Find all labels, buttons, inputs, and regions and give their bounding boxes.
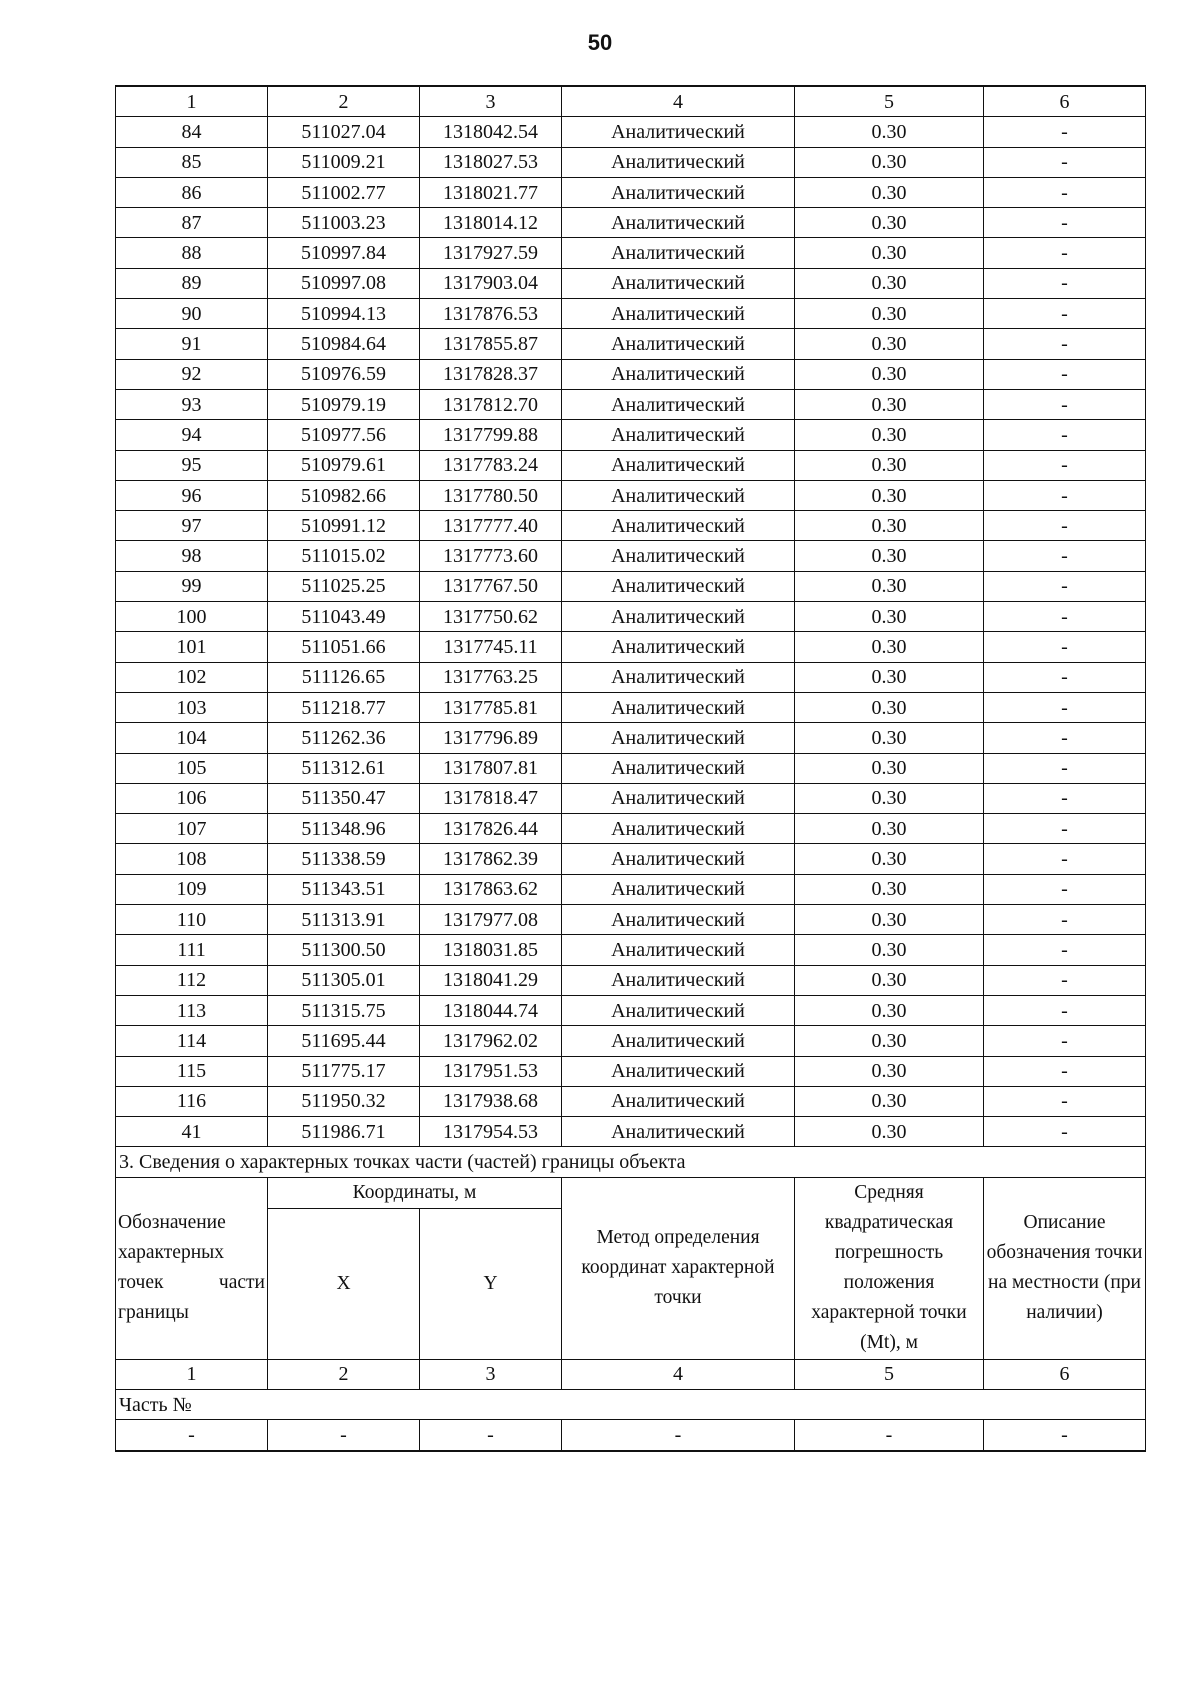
- mt-cell: 0.30: [795, 995, 984, 1025]
- method-cell: Аналитический: [562, 692, 795, 722]
- method-cell: Аналитический: [562, 1056, 795, 1086]
- x-coordinate-cell: 510997.08: [268, 268, 420, 298]
- table-row: [116, 299, 1146, 329]
- description-cell: -: [984, 1086, 1146, 1116]
- empty-part-row: [116, 1420, 1146, 1451]
- point-number-cell: 89: [116, 268, 268, 298]
- empty-cell: -: [795, 1420, 984, 1451]
- mt-cell: 0.30: [795, 359, 984, 389]
- description-cell: -: [984, 420, 1146, 450]
- table-row: [116, 692, 1146, 722]
- mt-cell: 0.30: [795, 965, 984, 995]
- description-cell: -: [984, 753, 1146, 783]
- x-coordinate-cell: 510984.64: [268, 329, 420, 359]
- method-cell: Аналитический: [562, 1026, 795, 1056]
- mt-cell: 0.30: [795, 1086, 984, 1116]
- column-number: 6: [984, 1359, 1146, 1389]
- method-cell: Аналитический: [562, 965, 795, 995]
- y-coordinate-cell: 1318041.29: [420, 965, 562, 995]
- point-number-cell: 99: [116, 571, 268, 601]
- mt-cell: 0.30: [795, 177, 984, 207]
- description-cell: -: [984, 450, 1146, 480]
- y-coordinate-cell: 1318044.74: [420, 995, 562, 1025]
- table-row: [116, 1086, 1146, 1116]
- point-number-cell: 101: [116, 632, 268, 662]
- method-cell: Аналитический: [562, 268, 795, 298]
- x-coordinate-cell: 511313.91: [268, 905, 420, 935]
- description-cell: -: [984, 814, 1146, 844]
- y-coordinate-cell: 1317783.24: [420, 450, 562, 480]
- mt-cell: 0.30: [795, 1117, 984, 1147]
- point-number-cell: 110: [116, 905, 268, 935]
- column-number: 1: [116, 86, 268, 117]
- method-cell: Аналитический: [562, 238, 795, 268]
- description-cell: -: [984, 571, 1146, 601]
- description-cell: -: [984, 359, 1146, 389]
- mt-cell: 0.30: [795, 238, 984, 268]
- method-cell: Аналитический: [562, 723, 795, 753]
- mt-cell: 0.30: [795, 905, 984, 935]
- mt-cell: 0.30: [795, 268, 984, 298]
- header-y: Y: [420, 1208, 562, 1359]
- column-number: 4: [562, 86, 795, 117]
- point-number-cell: 98: [116, 541, 268, 571]
- x-coordinate-cell: 511218.77: [268, 692, 420, 722]
- method-cell: Аналитический: [562, 753, 795, 783]
- section-column-number-row: [116, 1359, 1146, 1389]
- x-coordinate-cell: 510979.19: [268, 389, 420, 419]
- x-coordinate-cell: 510982.66: [268, 480, 420, 510]
- point-number-cell: 91: [116, 329, 268, 359]
- table-row: [116, 329, 1146, 359]
- method-cell: Аналитический: [562, 147, 795, 177]
- mt-cell: 0.30: [795, 874, 984, 904]
- point-number-cell: 93: [116, 389, 268, 419]
- table-row: [116, 874, 1146, 904]
- mt-cell: 0.30: [795, 511, 984, 541]
- method-cell: Аналитический: [562, 359, 795, 389]
- mt-cell: 0.30: [795, 329, 984, 359]
- x-coordinate-cell: 511015.02: [268, 541, 420, 571]
- method-cell: Аналитический: [562, 117, 795, 147]
- table-row: [116, 602, 1146, 632]
- method-cell: Аналитический: [562, 511, 795, 541]
- x-coordinate-cell: 511003.23: [268, 208, 420, 238]
- method-cell: Аналитический: [562, 177, 795, 207]
- mt-cell: 0.30: [795, 723, 984, 753]
- mt-cell: 0.30: [795, 541, 984, 571]
- table-row: [116, 632, 1146, 662]
- y-coordinate-cell: 1317828.37: [420, 359, 562, 389]
- header-method: Метод определения координат характерной точки: [562, 1177, 795, 1359]
- y-coordinate-cell: 1318014.12: [420, 208, 562, 238]
- description-cell: -: [984, 117, 1146, 147]
- y-coordinate-cell: 1318027.53: [420, 147, 562, 177]
- method-cell: Аналитический: [562, 1086, 795, 1116]
- description-cell: -: [984, 299, 1146, 329]
- mt-cell: 0.30: [795, 783, 984, 813]
- header-designation: Обозначение характерных точек части границы: [116, 1177, 268, 1359]
- y-coordinate-cell: 1317796.89: [420, 723, 562, 753]
- table-row: [116, 511, 1146, 541]
- point-number-cell: 108: [116, 844, 268, 874]
- y-coordinate-cell: 1317818.47: [420, 783, 562, 813]
- y-coordinate-cell: 1317785.81: [420, 692, 562, 722]
- point-number-cell: 105: [116, 753, 268, 783]
- point-number-cell: 97: [116, 511, 268, 541]
- method-cell: Аналитический: [562, 783, 795, 813]
- point-number-cell: 86: [116, 177, 268, 207]
- y-coordinate-cell: 1317977.08: [420, 905, 562, 935]
- point-number-cell: 88: [116, 238, 268, 268]
- x-coordinate-cell: 511043.49: [268, 602, 420, 632]
- y-coordinate-cell: 1317826.44: [420, 814, 562, 844]
- part-label-row: [116, 1389, 1146, 1419]
- point-number-cell: 41: [116, 1117, 268, 1147]
- point-number-cell: 94: [116, 420, 268, 450]
- y-coordinate-cell: 1317876.53: [420, 299, 562, 329]
- point-number-cell: 103: [116, 692, 268, 722]
- y-coordinate-cell: 1317962.02: [420, 1026, 562, 1056]
- x-coordinate-cell: 510994.13: [268, 299, 420, 329]
- mt-cell: 0.30: [795, 299, 984, 329]
- table-row: [116, 935, 1146, 965]
- description-cell: -: [984, 480, 1146, 510]
- description-cell: -: [984, 723, 1146, 753]
- column-number: 2: [268, 86, 420, 117]
- point-number-cell: 104: [116, 723, 268, 753]
- table-row: [116, 238, 1146, 268]
- point-number-cell: 116: [116, 1086, 268, 1116]
- method-cell: Аналитический: [562, 541, 795, 571]
- y-coordinate-cell: 1317807.81: [420, 753, 562, 783]
- x-coordinate-cell: 511300.50: [268, 935, 420, 965]
- description-cell: -: [984, 329, 1146, 359]
- method-cell: Аналитический: [562, 208, 795, 238]
- table-row: [116, 420, 1146, 450]
- point-number-cell: 92: [116, 359, 268, 389]
- x-coordinate-cell: 511025.25: [268, 571, 420, 601]
- mt-cell: 0.30: [795, 450, 984, 480]
- column-number: 6: [984, 86, 1146, 117]
- y-coordinate-cell: 1317863.62: [420, 874, 562, 904]
- table-row: [116, 723, 1146, 753]
- coordinates-table-body: [116, 86, 1146, 1451]
- x-coordinate-cell: 511338.59: [268, 844, 420, 874]
- column-number: 1: [116, 1359, 268, 1389]
- x-coordinate-cell: 511126.65: [268, 662, 420, 692]
- y-coordinate-cell: 1317855.87: [420, 329, 562, 359]
- method-cell: Аналитический: [562, 905, 795, 935]
- table-row: [116, 450, 1146, 480]
- description-cell: -: [984, 995, 1146, 1025]
- point-number-cell: 107: [116, 814, 268, 844]
- description-cell: -: [984, 874, 1146, 904]
- x-coordinate-cell: 511775.17: [268, 1056, 420, 1086]
- column-number: 4: [562, 1359, 795, 1389]
- y-coordinate-cell: 1317903.04: [420, 268, 562, 298]
- x-coordinate-cell: 510979.61: [268, 450, 420, 480]
- table-row: [116, 480, 1146, 510]
- mt-cell: 0.30: [795, 117, 984, 147]
- x-coordinate-cell: 511312.61: [268, 753, 420, 783]
- description-cell: -: [984, 692, 1146, 722]
- table-row: [116, 783, 1146, 813]
- x-coordinate-cell: 511950.32: [268, 1086, 420, 1116]
- x-coordinate-cell: 511002.77: [268, 177, 420, 207]
- column-number: 5: [795, 1359, 984, 1389]
- mt-cell: 0.30: [795, 389, 984, 419]
- y-coordinate-cell: 1317773.60: [420, 541, 562, 571]
- y-coordinate-cell: 1318031.85: [420, 935, 562, 965]
- point-number-cell: 102: [116, 662, 268, 692]
- description-cell: -: [984, 602, 1146, 632]
- empty-cell: -: [116, 1420, 268, 1451]
- mt-cell: 0.30: [795, 602, 984, 632]
- table-row: [116, 117, 1146, 147]
- mt-cell: 0.30: [795, 814, 984, 844]
- method-cell: Аналитический: [562, 299, 795, 329]
- method-cell: Аналитический: [562, 389, 795, 419]
- header-mt: Средняя квадратическая погрешность положения характерной точки (Mt), м: [795, 1177, 984, 1359]
- empty-cell: -: [984, 1420, 1146, 1451]
- description-cell: -: [984, 147, 1146, 177]
- x-coordinate-cell: 511315.75: [268, 995, 420, 1025]
- table-row: [116, 814, 1146, 844]
- x-coordinate-cell: 510976.59: [268, 359, 420, 389]
- section-title: 3. Сведения о характерных точках части (частей) границы объекта: [116, 1147, 1146, 1177]
- point-number-cell: 115: [116, 1056, 268, 1086]
- table-row: [116, 147, 1146, 177]
- method-cell: Аналитический: [562, 571, 795, 601]
- mt-cell: 0.30: [795, 1056, 984, 1086]
- y-coordinate-cell: 1317777.40: [420, 511, 562, 541]
- method-cell: Аналитический: [562, 874, 795, 904]
- mt-cell: 0.30: [795, 420, 984, 450]
- method-cell: Аналитический: [562, 662, 795, 692]
- table-row: [116, 662, 1146, 692]
- y-coordinate-cell: 1317763.25: [420, 662, 562, 692]
- y-coordinate-cell: 1317745.11: [420, 632, 562, 662]
- x-coordinate-cell: 511262.36: [268, 723, 420, 753]
- description-cell: -: [984, 632, 1146, 662]
- table-row: [116, 359, 1146, 389]
- description-cell: -: [984, 935, 1146, 965]
- y-coordinate-cell: 1317954.53: [420, 1117, 562, 1147]
- method-cell: Аналитический: [562, 814, 795, 844]
- mt-cell: 0.30: [795, 1026, 984, 1056]
- x-coordinate-cell: 511348.96: [268, 814, 420, 844]
- table-row: [116, 571, 1146, 601]
- x-coordinate-cell: 511027.04: [268, 117, 420, 147]
- method-cell: Аналитический: [562, 632, 795, 662]
- table-row: [116, 1056, 1146, 1086]
- table-row: [116, 389, 1146, 419]
- description-cell: -: [984, 238, 1146, 268]
- table-row: [116, 844, 1146, 874]
- column-number: 2: [268, 1359, 420, 1389]
- x-coordinate-cell: 511051.66: [268, 632, 420, 662]
- table-row: [116, 995, 1146, 1025]
- column-number: 3: [420, 1359, 562, 1389]
- x-coordinate-cell: 511986.71: [268, 1117, 420, 1147]
- y-coordinate-cell: 1317927.59: [420, 238, 562, 268]
- table-row: [116, 753, 1146, 783]
- header-x: X: [268, 1208, 420, 1359]
- method-cell: Аналитический: [562, 480, 795, 510]
- section-header-row-top: [116, 1177, 1146, 1208]
- x-coordinate-cell: 511009.21: [268, 147, 420, 177]
- table-row: [116, 905, 1146, 935]
- y-coordinate-cell: 1317812.70: [420, 389, 562, 419]
- table-row: [116, 1026, 1146, 1056]
- point-number-cell: 109: [116, 874, 268, 904]
- y-coordinate-cell: 1318042.54: [420, 117, 562, 147]
- y-coordinate-cell: 1317862.39: [420, 844, 562, 874]
- method-cell: Аналитический: [562, 844, 795, 874]
- table-row: [116, 268, 1146, 298]
- method-cell: Аналитический: [562, 995, 795, 1025]
- x-coordinate-cell: 511343.51: [268, 874, 420, 904]
- mt-cell: 0.30: [795, 753, 984, 783]
- method-cell: Аналитический: [562, 1117, 795, 1147]
- y-coordinate-cell: 1318021.77: [420, 177, 562, 207]
- y-coordinate-cell: 1317799.88: [420, 420, 562, 450]
- method-cell: Аналитический: [562, 420, 795, 450]
- point-number-cell: 111: [116, 935, 268, 965]
- point-number-cell: 106: [116, 783, 268, 813]
- x-coordinate-cell: 510997.84: [268, 238, 420, 268]
- empty-cell: -: [268, 1420, 420, 1451]
- x-coordinate-cell: 511695.44: [268, 1026, 420, 1056]
- description-cell: -: [984, 1117, 1146, 1147]
- description-cell: -: [984, 662, 1146, 692]
- x-coordinate-cell: 510977.56: [268, 420, 420, 450]
- mt-cell: 0.30: [795, 844, 984, 874]
- point-number-cell: 96: [116, 480, 268, 510]
- table-row: [116, 208, 1146, 238]
- description-cell: -: [984, 511, 1146, 541]
- mt-cell: 0.30: [795, 480, 984, 510]
- table-row: [116, 177, 1146, 207]
- mt-cell: 0.30: [795, 632, 984, 662]
- x-coordinate-cell: 511305.01: [268, 965, 420, 995]
- y-coordinate-cell: 1317767.50: [420, 571, 562, 601]
- method-cell: Аналитический: [562, 935, 795, 965]
- mt-cell: 0.30: [795, 208, 984, 238]
- column-number: 3: [420, 86, 562, 117]
- mt-cell: 0.30: [795, 935, 984, 965]
- y-coordinate-cell: 1317780.50: [420, 480, 562, 510]
- point-number-cell: 87: [116, 208, 268, 238]
- coordinates-table: [115, 85, 1146, 1452]
- mt-cell: 0.30: [795, 147, 984, 177]
- x-coordinate-cell: 511350.47: [268, 783, 420, 813]
- description-cell: -: [984, 905, 1146, 935]
- column-number-row: [116, 86, 1146, 117]
- description-cell: -: [984, 844, 1146, 874]
- page-number: 50: [587, 30, 613, 55]
- part-label: Часть №: [116, 1389, 1146, 1419]
- y-coordinate-cell: 1317951.53: [420, 1056, 562, 1086]
- description-cell: -: [984, 389, 1146, 419]
- description-cell: -: [984, 783, 1146, 813]
- empty-cell: -: [562, 1420, 795, 1451]
- description-cell: -: [984, 541, 1146, 571]
- point-number-cell: 112: [116, 965, 268, 995]
- description-cell: -: [984, 177, 1146, 207]
- point-number-cell: 90: [116, 299, 268, 329]
- description-cell: -: [984, 1026, 1146, 1056]
- mt-cell: 0.30: [795, 571, 984, 601]
- description-cell: -: [984, 268, 1146, 298]
- description-cell: -: [984, 1056, 1146, 1086]
- method-cell: Аналитический: [562, 602, 795, 632]
- point-number-cell: 100: [116, 602, 268, 632]
- header-description: Описание обозначения точки на местности (при наличии): [984, 1177, 1146, 1359]
- method-cell: Аналитический: [562, 450, 795, 480]
- table-row: [116, 965, 1146, 995]
- mt-cell: 0.30: [795, 692, 984, 722]
- point-number-cell: 85: [116, 147, 268, 177]
- point-number-cell: 114: [116, 1026, 268, 1056]
- mt-cell: 0.30: [795, 662, 984, 692]
- header-coordinates: Координаты, м: [268, 1177, 562, 1208]
- section-title-row: [116, 1147, 1146, 1177]
- point-number-cell: 113: [116, 995, 268, 1025]
- point-number-cell: 95: [116, 450, 268, 480]
- table-row: [116, 1117, 1146, 1147]
- y-coordinate-cell: 1317750.62: [420, 602, 562, 632]
- description-cell: -: [984, 208, 1146, 238]
- empty-cell: -: [420, 1420, 562, 1451]
- description-cell: -: [984, 965, 1146, 995]
- x-coordinate-cell: 510991.12: [268, 511, 420, 541]
- table-row: [116, 541, 1146, 571]
- column-number: 5: [795, 86, 984, 117]
- y-coordinate-cell: 1317938.68: [420, 1086, 562, 1116]
- point-number-cell: 84: [116, 117, 268, 147]
- method-cell: Аналитический: [562, 329, 795, 359]
